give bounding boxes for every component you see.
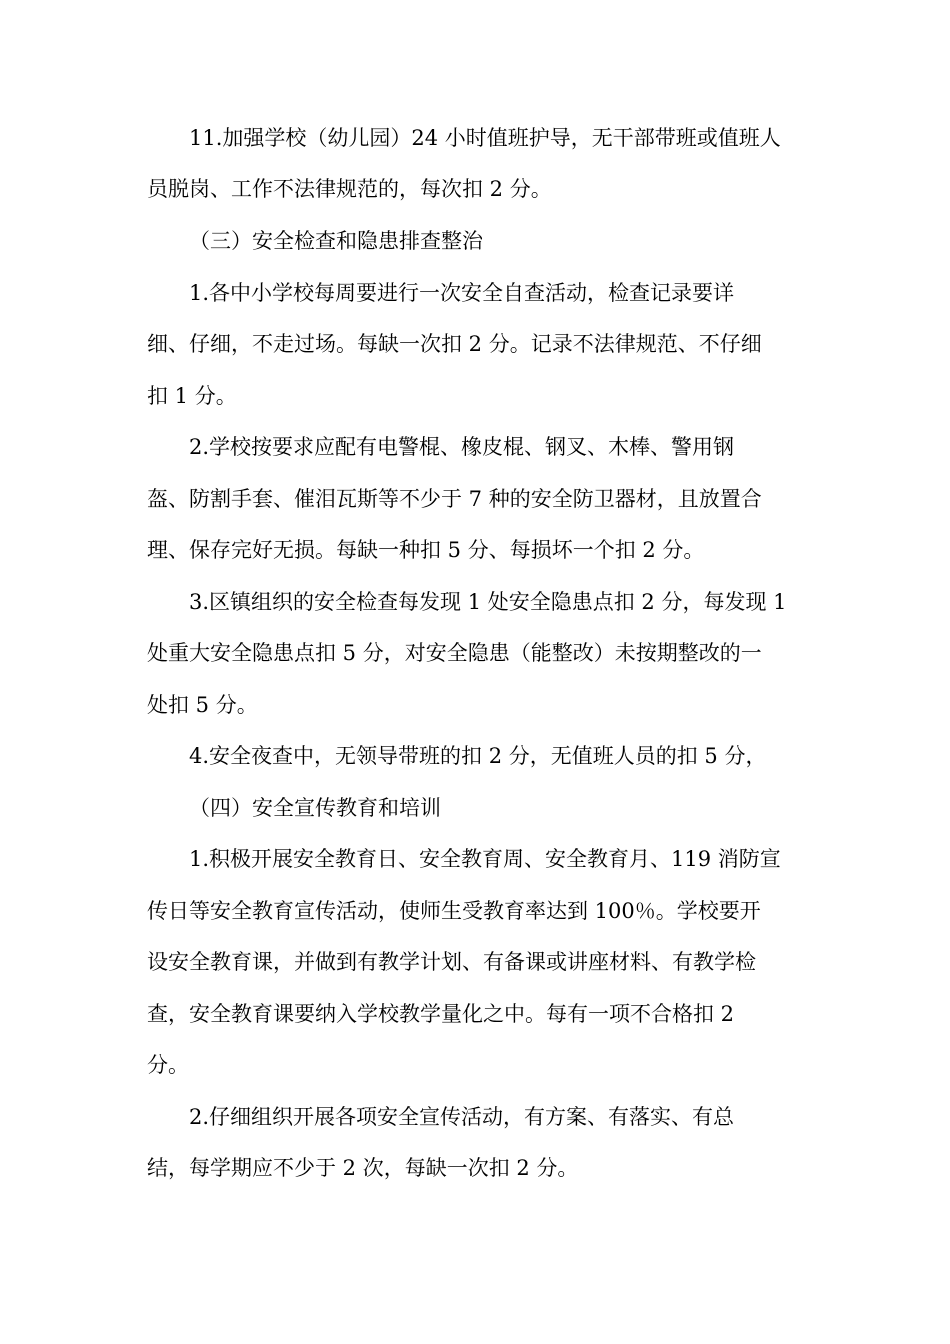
text-line: 传日等安全教育宣传活动，使师生受教育率达到 100％。学校要开 xyxy=(147,899,761,923)
text-line: 设安全教育课，并做到有教学计划、有备课或讲座材料、有教学检 xyxy=(147,950,756,974)
text-line: 处重大安全隐患点扣 5 分，对安全隐患（能整改）未按期整改的一 xyxy=(147,641,762,665)
text-line: 理、保存完好无损。每缺一种扣 5 分、每损坏一个扣 2 分。 xyxy=(147,538,705,562)
text-line: 2.学校按要求应配有电警棍、橡皮棍、钢叉、木棒、警用钢 xyxy=(189,435,735,459)
section-heading: （三）安全检查和隐患排查整治 xyxy=(189,229,483,253)
text-line: 11.加强学校（幼儿园）24 小时值班护导，无干部带班或值班人 xyxy=(189,126,781,150)
text-line: 细、仔细，不走过场。每缺一次扣 2 分。记录不法律规范、不仔细 xyxy=(147,332,762,356)
text-line: 4.安全夜查中，无领导带班的扣 2 分，无值班人员的扣 5 分， xyxy=(189,744,767,768)
text-line: 处扣 5 分。 xyxy=(147,693,258,717)
text-line: 分。 xyxy=(147,1053,189,1077)
text-line: 员脱岗、工作不法律规范的，每次扣 2 分。 xyxy=(147,177,552,201)
text-line: 结，每学期应不少于 2 次，每缺一次扣 2 分。 xyxy=(147,1156,579,1180)
text-line: 1.积极开展安全教育日、安全教育周、安全教育月、119 消防宣 xyxy=(189,847,781,871)
text-line: 2.仔细组织开展各项安全宣传活动，有方案、有落实、有总 xyxy=(189,1105,735,1129)
text-line: 扣 1 分。 xyxy=(147,384,237,408)
section-heading: （四）安全宣传教育和培训 xyxy=(189,796,441,820)
text-line: 查，安全教育课要纳入学校教学量化之中。每有一项不合格扣 2 xyxy=(147,1002,735,1026)
text-line: 盔、防割手套、催泪瓦斯等不少于 7 种的安全防卫器材，且放置合 xyxy=(147,487,762,511)
text-line: 3.区镇组织的安全检查每发现 1 处安全隐患点扣 2 分，每发现 1 xyxy=(189,590,787,614)
text-line: 1.各中小学校每周要进行一次安全自查活动，检查记录要详 xyxy=(189,281,735,305)
